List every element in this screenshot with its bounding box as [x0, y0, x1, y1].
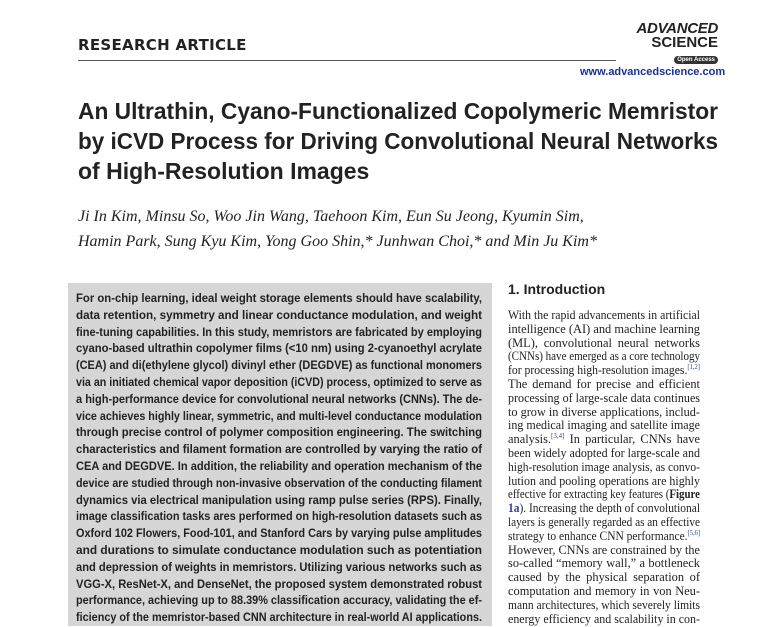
citation-link[interactable]: [3,4] [551, 432, 565, 441]
body-line [508, 322, 700, 337]
body-text: effective for extracting key features ( [508, 487, 670, 502]
title-line: of High-Resolution Images [78, 158, 370, 184]
body-line [508, 391, 700, 406]
body-text: to grow in diverse applications, includ- [508, 404, 700, 419]
body-line [508, 501, 700, 516]
abstract-line: characteristics and filament formation are controlled by varying the ratio of [76, 442, 482, 457]
figure-link[interactable]: 1a [508, 501, 520, 516]
body-line [508, 432, 700, 447]
figure-reference[interactable]: Figure [669, 487, 700, 502]
abstract-line: cyano-based ultrathin copolymer films (<10 nm) using 2-cyanoethyl acrylate [76, 341, 482, 356]
body-line [508, 336, 700, 351]
abstract-line: device are studied through non-invasive observation of the conducting filament [76, 475, 482, 490]
author-line: Ji In Kim, Minsu So, Woo Jin Wang, Taehoon Kim, Eun Su Jeong, Kyumin Sim, [78, 208, 584, 225]
body-text: processing of large-scale data continues [508, 390, 700, 405]
section-label: RESEARCH ARTICLE [78, 36, 247, 54]
body-text: ). Increasing the depth of convolutional [519, 501, 700, 516]
body-line [508, 349, 700, 364]
body-text: so-called “memory wall,” a bottleneck [508, 556, 700, 571]
body-line [508, 515, 700, 530]
abstract-line: via an initiated chemical vapor deposition (iCVD) process, optimized to serve as [76, 375, 482, 389]
body-text: for processing high-resolution images. [508, 363, 688, 378]
body-line [508, 543, 700, 558]
body-line [508, 487, 700, 502]
body-line [508, 363, 700, 378]
body-line [508, 556, 700, 571]
abstract-line: Oxford 102 Flowers, Food-101, and Stanford Cars by varying pulse amplitudes [76, 526, 482, 541]
abstract-line: fine-tuning capabilities. In this study, memristors are fabricated by employing [76, 324, 482, 339]
body-line [508, 460, 700, 475]
body-text: energy efficiency and scalability in con- [508, 611, 700, 626]
abstract-line: data retention, symmetry and linear conductance modulation, and weight [76, 307, 482, 322]
journal-url[interactable]: www.advancedscience.com [580, 66, 726, 78]
body-text: caused by the physical separation of [508, 570, 700, 585]
abstract-line: a high-performance device for convolutional neural networks (CNNs). The de- [76, 391, 482, 406]
title-line: by iCVD Process for Driving Convolutional Neural Networks [78, 128, 718, 154]
abstract-line: (CEA) and di(ethylene glycol) divinyl ether (DEGDVE) as functional monomers [76, 358, 482, 373]
section-heading-introduction: 1. Introduction [508, 281, 606, 297]
abstract-line: through precise control of polymer composition engineering. The switching [76, 425, 482, 440]
body-line [508, 405, 700, 420]
body-text: intelligence (AI) and machine learning [508, 321, 700, 336]
body-text: In particular, CNNs have [564, 432, 700, 447]
abstract-line: and depression of weights in memristors. Utilizing various networks such as [76, 559, 482, 574]
body-line [508, 612, 700, 627]
body-text: high-resolution image analysis, as convo- [508, 459, 700, 474]
abstract-line: vice achieves highly linear, symmetric, and multi-level conductance modulation [76, 408, 482, 423]
body-text: ing medical imaging and satellite image [508, 418, 700, 433]
body-text: computation and memory in von Neu- [508, 584, 700, 598]
body-line [508, 598, 700, 613]
author-list [78, 204, 718, 254]
abstract-line: VGG-X, ResNet-X, and DenseNet, the proposed system demonstrated robust [76, 576, 482, 591]
body-text: With the rapid advancements in artificial [508, 308, 700, 322]
open-access-badge: Open Access [674, 56, 718, 64]
body-line [508, 418, 700, 433]
journal-logo: ADVANCED SCIENCE Open Access [636, 20, 718, 63]
body-line [508, 446, 700, 461]
body-text: However, CNNs are constrained by the [508, 542, 700, 557]
citation-link[interactable]: [1,2] [687, 363, 700, 372]
author-line: Hamin Park, Sung Kyu Kim, Yong Goo Shin,* Junhwan Choi,* and Min Ju Kim* [78, 233, 597, 250]
abstract-line: image classification tasks ares performed on high-resolution datasets such as [76, 509, 482, 524]
citation-link[interactable]: [5,6] [687, 528, 700, 537]
body-text: been widely adopted for large-scale and [508, 446, 700, 460]
body-line [508, 529, 700, 544]
abstract-line: ficiency of the memristor-based CNN architecture in real-world AI applications. [76, 610, 482, 625]
body-line [508, 377, 700, 392]
body-text: (CNNs) have emerged as a core technology [508, 349, 700, 364]
body-text: layers is generally regarded as an effective [508, 515, 700, 529]
abstract-line: For on-chip learning, ideal weight storage elements should have scalability, [76, 291, 482, 305]
body-text: strategy to enhance CNN performance. [508, 528, 688, 543]
abstract-line: and durations to simulate conductance modulation such as potentiation [76, 543, 482, 557]
article-title [78, 96, 718, 186]
body-text: (ML), convolutional neural networks [508, 335, 700, 350]
body-line [508, 570, 700, 585]
title-line: An Ultrathin, Cyano-Functionalized Copolymeric Memristor [78, 98, 718, 124]
abstract-box [68, 283, 492, 626]
abstract-line: dynamics via electrical manipulation using ramp pulse series (RPS). Finally, [76, 492, 482, 507]
body-line [508, 474, 700, 489]
body-text: mann architectures, which severely limits [508, 597, 700, 612]
body-line [508, 308, 700, 323]
header-divider [78, 60, 616, 61]
abstract-line: CEA and DEGDVE. In addition, the reliability and operation mechanism of the [76, 459, 482, 473]
body-text: analysis. [508, 432, 552, 447]
abstract-line: performance, achieving up to 88.39% classification accuracy, validating the ef- [76, 593, 482, 608]
body-text: lution and pooling operations are highly [508, 473, 700, 488]
body-line [508, 584, 700, 599]
body-text: The demand for precise and efficient [508, 377, 700, 391]
